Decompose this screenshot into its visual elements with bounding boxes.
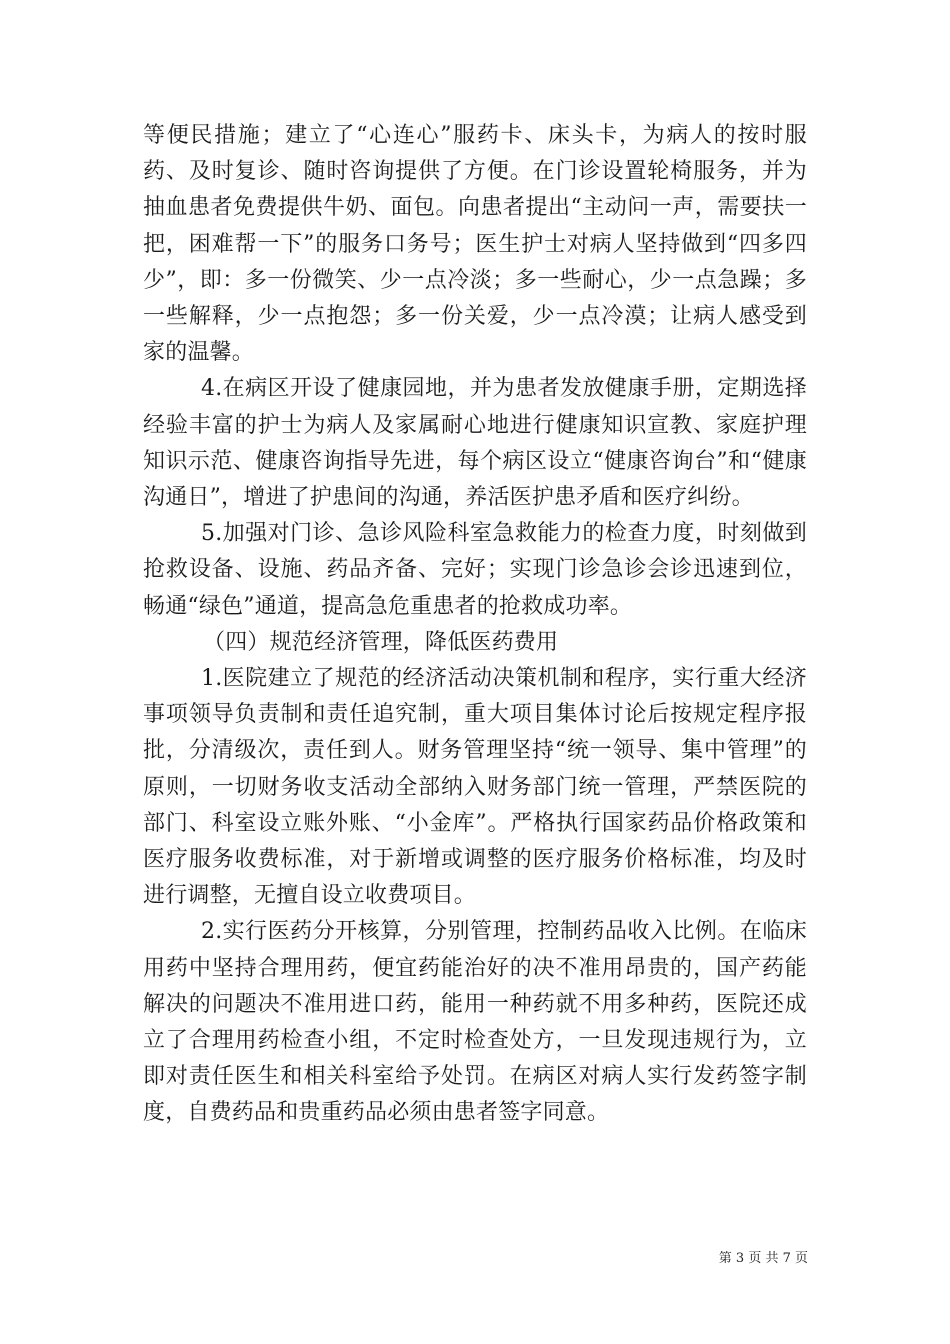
paragraph-item-2: 2.实行医药分开核算，分别管理，控制药品收入比例。在临床用药中坚持合理用药，便宜药能治好的决不准用昂贵的，国产药能解决的问题决不准用进口药，能用一种药就不用多种药，医院还成立了合理用药检查小组，不定时检查处方，一旦发现违规行为，立即对责任医生和相关科室给予处罚。在病区对病人实行发药签字制度，自费药品和贵重药品必须由患者签字同意。 [143,919,807,1126]
document-body [143,118,807,1132]
section-heading: （四）规范经济管理，降低医药费用 [203,629,559,655]
paragraph-item-4: 4.在病区开设了健康园地，并为患者发放健康手册，定期选择经验丰富的护士为病人及家属耐心地进行健康知识宣教、家庭护理知识示范、健康咨询指导先进，每个病区设立“健康咨询台”和“健康沟通日”，增进了护患间的沟通，养活医护患矛盾和医疗纠纷。 [143,376,807,511]
paragraph-continuation: 等便民措施；建立了“心连心”服药卡、床头卡，为病人的按时服药、及时复诊、随时咨询提供了方便。在门诊设置轮椅服务，并为抽血患者免费提供牛奶、面包。向患者提出“主动问一声，需要扶一把，困难帮一下”的服务口务号；医生护士对病人坚持做到“四多四少”，即：多一份微笑、少一点冷淡；多一些耐心，少一点急躁；多一些解释，少一点抱怨；多一份关爱，少一点冷漠；让病人感受到家的温馨。 [143,123,807,366]
paragraph-item-5: 5.加强对门诊、急诊风险科室急救能力的检查力度，时刻做到抢救设备、设施、药品齐备、完好；实现门诊急诊会诊迅速到位，畅通“绿色”通道，提高急危重患者的抢救成功率。 [143,521,807,619]
page-number: 第 3 页 共 7 页 [718,1251,808,1266]
paragraph-item-1: 1.医院建立了规范的经济活动决策机制和程序，实行重大经济事项领导负责制和责任追究制，重大项目集体讨论后按规定程序报批，分清级次，责任到人。财务管理坚持“统一领导、集中管理”的原则，一切财务收支活动全部纳入财务部门统一管理，严禁医院的部门、科室设立账外账、“小金库”。严格执行国家药品价格政策和医疗服务收费标准，对于新增或调整的医疗服务价格标准，均及时进行调整，无擅自设立收费项目。 [143,666,807,909]
